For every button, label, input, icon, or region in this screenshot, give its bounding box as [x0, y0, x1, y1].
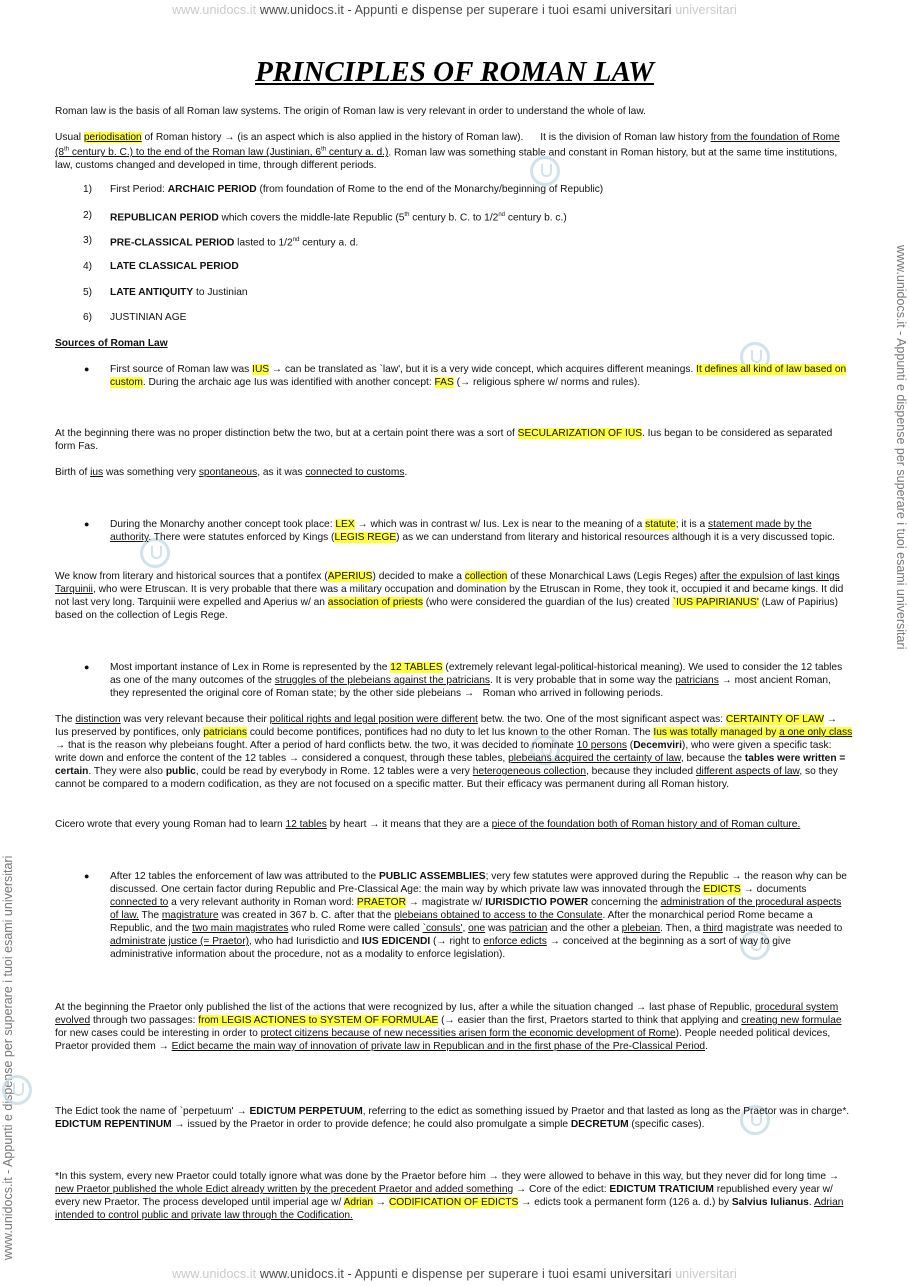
bullet-lex: During the Monarchy another concept took place: LEX → which was in contrast w/ Ius. Lex is near to the meaning of a statute; it is a statement made by the authority. There were statutes enforced by Kings (LEGIS REGE) as we can understand from literary and historical resources although it is a very discussed topic.	[110, 519, 836, 543]
birth-paragraph: Birth of ius was something very spontaneous, as it was connected to customs.	[55, 467, 408, 478]
edict-paragraph: The Edict took the name of `perpetuum' → EDICTUM PERPETUUM, referring to the edict as something issued by Praetor and that lasted as long as the Praetor was in charge*. EDICTUM REPENTINUM → issued by the Praetor in order to provide defence; he could also promulgate a simple DECRETUM (specific cases).	[55, 1106, 850, 1130]
bullet-icon: ●	[84, 364, 90, 374]
aperius-paragraph: We know from literary and historical sources that a pontifex (APERIUS) decided to make a collection of these Monarchical Laws (Legis Reges) after the expulsion of last kings Tarquinii, who were Etruscan. It is very probable that there was a military occupation and domination by the Etruscan in Rome, they took it, occupied it and became kings. It did not last very long. Tarquinii were expelled and Aperius w/ an association of priests (who were considered the guardian of the Ius) created `IUS PAPIRIANUS' (Law of Papirius) based on the collection of Legis Rege.	[55, 571, 844, 621]
period-number: 1)	[83, 184, 93, 195]
watermark-right: www.unidocs.it - Appunti e dispense per superare i tuoi esami universitari	[894, 245, 908, 650]
bullet-public-assemblies: After 12 tables the enforcement of law was attributed to the PUBLIC ASSEMBLIES; very few statutes were approved during the Republic → the reason why can be discussed. One certain factor during Republic and Pre-Classical Age: the main way by which private law was innovated through the EDICTS → documents connected to a very relevant authority in Roman word: PRAETOR → magistrate w/ IURISDICTIO POWER concerning the administration of the procedural aspects of law. The magistrature was created in 367 b. C. after that the plebeians obtained to access to the Consulate. After the monarchical period Rome became a Republic, and the two main magistrates who ruled Rome were called `consuls', one was patrician and the other a plebeian. Then, a third magistrate was needed to administrate justice (= Praetor), who had Iurisdictio and IUS EDICENDI (→ right to enforce edicts → conceived at the beginning as a sort of way to give administrative information about the procedure, not as a modality to enforce legislation).	[110, 871, 847, 960]
cicero-paragraph: Cicero wrote that every young Roman had to learn 12 tables by heart → it means that they are a piece of the foundation both of Roman history and of Roman culture.	[55, 819, 801, 830]
period-item: LATE ANTIQUITY to Justinian	[110, 287, 248, 298]
footnote-paragraph: *In this system, every new Praetor could totally ignore what was done by the Praetor before him → they were allowed to behave in this way, but they never did for long time → new Praetor published the whole Edict already written by the precedent Praetor and added something → Core of the edict: EDICTUM TRATICIUM republished every year w/ every new Praetor. The process developed until imperial age w/ Adrian → CODIFICATION OF EDICTS → edicts took a permanent form (126 a. d.) by Salvius Iulianus. Adrian intended to control public and private law through the Codification.	[55, 1171, 844, 1221]
period-item: LATE CLASSICAL PERIOD	[110, 261, 239, 272]
period-number: 4)	[83, 261, 93, 272]
watermark-left: www.unidocs.it - Appunti e dispense per superare i tuoi esami universitari	[1, 855, 15, 1260]
period-number: 6)	[83, 312, 93, 323]
watermark-bottom: www.unidocs.it www.unidocs.it - Appunti e dispense per superare i tuoi esami universitari universitari	[172, 1267, 737, 1281]
bullet-ius: First source of Roman law was IUS → can be translated as `law', but it is a very wide concept, which acquires different meanings. It defines all kind of law based on custom. During the archaic age Ius was identified with another concept: FAS (→ religious sphere w/ norms and rules).	[110, 364, 847, 388]
bullet-12-tables: Most important instance of Lex in Rome is represented by the 12 TABLES (extremely relevant legal-political-historical meaning). We used to consider the 12 tables as one of the many outcomes of the struggles of the plebeians against the patricians. It is very probable that in some way the patricians → most ancient Roman, they represented the original core of Roman state; by the other side plebeians → Roman who arrived in following periods.	[110, 662, 843, 699]
period-item: REPUBLICAN PERIOD which covers the middle-late Republic (5th century b. C. to 1/2nd century b. c.)	[110, 212, 567, 224]
period-number: 2)	[83, 210, 93, 221]
intro-paragraph: Roman law is the basis of all Roman law systems. The origin of Roman law is very relevant in order to understand the whole of law.	[55, 106, 646, 117]
period-item: PRE-CLASSICAL PERIOD lasted to 1/2nd century a. d.	[110, 237, 359, 249]
watermark-top: www.unidocs.it www.unidocs.it - Appunti e dispense per superare i tuoi esami universitari universitari	[172, 3, 737, 17]
distinction-paragraph: The distinction was very relevant because their political rights and legal position were different betw. the two. One of the most significant aspect was: CERTAINTY OF LAW → Ius preserved by pontifices, only patricians could become pontifices, pontifices had no duty to let Ius known to the other Roman. The Ius was totally managed by a one only class → that is the reason why plebeians fought. After a period of hard conflicts betw. the two, it was decided to nominate 10 persons (Decemviri), who were given a specific task: write down and enforce the content of the 12 tables → considered a conquest, through these tables, plebeians acquired the certainty of law, because the tables were written = certain. They were also public, could be read by everybody in Rome. 12 tables were a very heterogeneous collection, because they included different aspects of law, so they cannot be compared to a modern codification, as they are not focused on a specific matter. But their efficacy was permanent during all Roman history.	[55, 714, 853, 790]
secularization-paragraph: At the beginning there was no proper distinction betw the two, but at a certain point there was a sort of SECULARIZATION OF IUS. Ius began to be considered as separated form Fas.	[55, 428, 833, 452]
bullet-icon: ●	[84, 871, 90, 881]
periodisation-paragraph: Usual periodisation of Roman history → (is an aspect which is also applied in the history of Roman law). It is the division of Roman law history from the foundation of Rome (8th century b. C.) to the end of the Roman law (Justinian, 6th century a. d.). Roman law was something stable and constant in Roman history, but at the same time institutions, law, customs changed and developed in time, through different periods.	[55, 132, 840, 172]
period-number: 3)	[83, 235, 93, 246]
period-number: 5)	[83, 287, 93, 298]
unidocs-logo-icon	[2, 1075, 32, 1105]
praetor-paragraph: At the beginning the Praetor only published the list of the actions that were recognized by Ius, after a while the situation changed → last phase of Republic, procedural system evolved through two passages: from LEGIS ACTIONES to SYSTEM OF FORMULAE (→ easier than the first, Praetors started to think that applying and creating new formulae for new cases could be interesting in order to protect citizens because of new necessities arisen form the economic development of Rome). People needed political devices, Praetor provided them → Edict became the main way of innovation of private law in Republican and in the first phase of the Pre-Classical Period.	[55, 1002, 842, 1052]
section-heading: Sources of Roman Law	[55, 338, 168, 349]
document-title: PRINCIPLES OF ROMAN LAW	[255, 56, 654, 88]
period-item: JUSTINIAN AGE	[110, 312, 187, 323]
bullet-icon: ●	[84, 519, 90, 529]
bullet-icon: ●	[84, 662, 90, 672]
period-item: First Period: ARCHAIC PERIOD (from foundation of Rome to the end of the Monarchy/beginning of Republic)	[110, 184, 604, 195]
